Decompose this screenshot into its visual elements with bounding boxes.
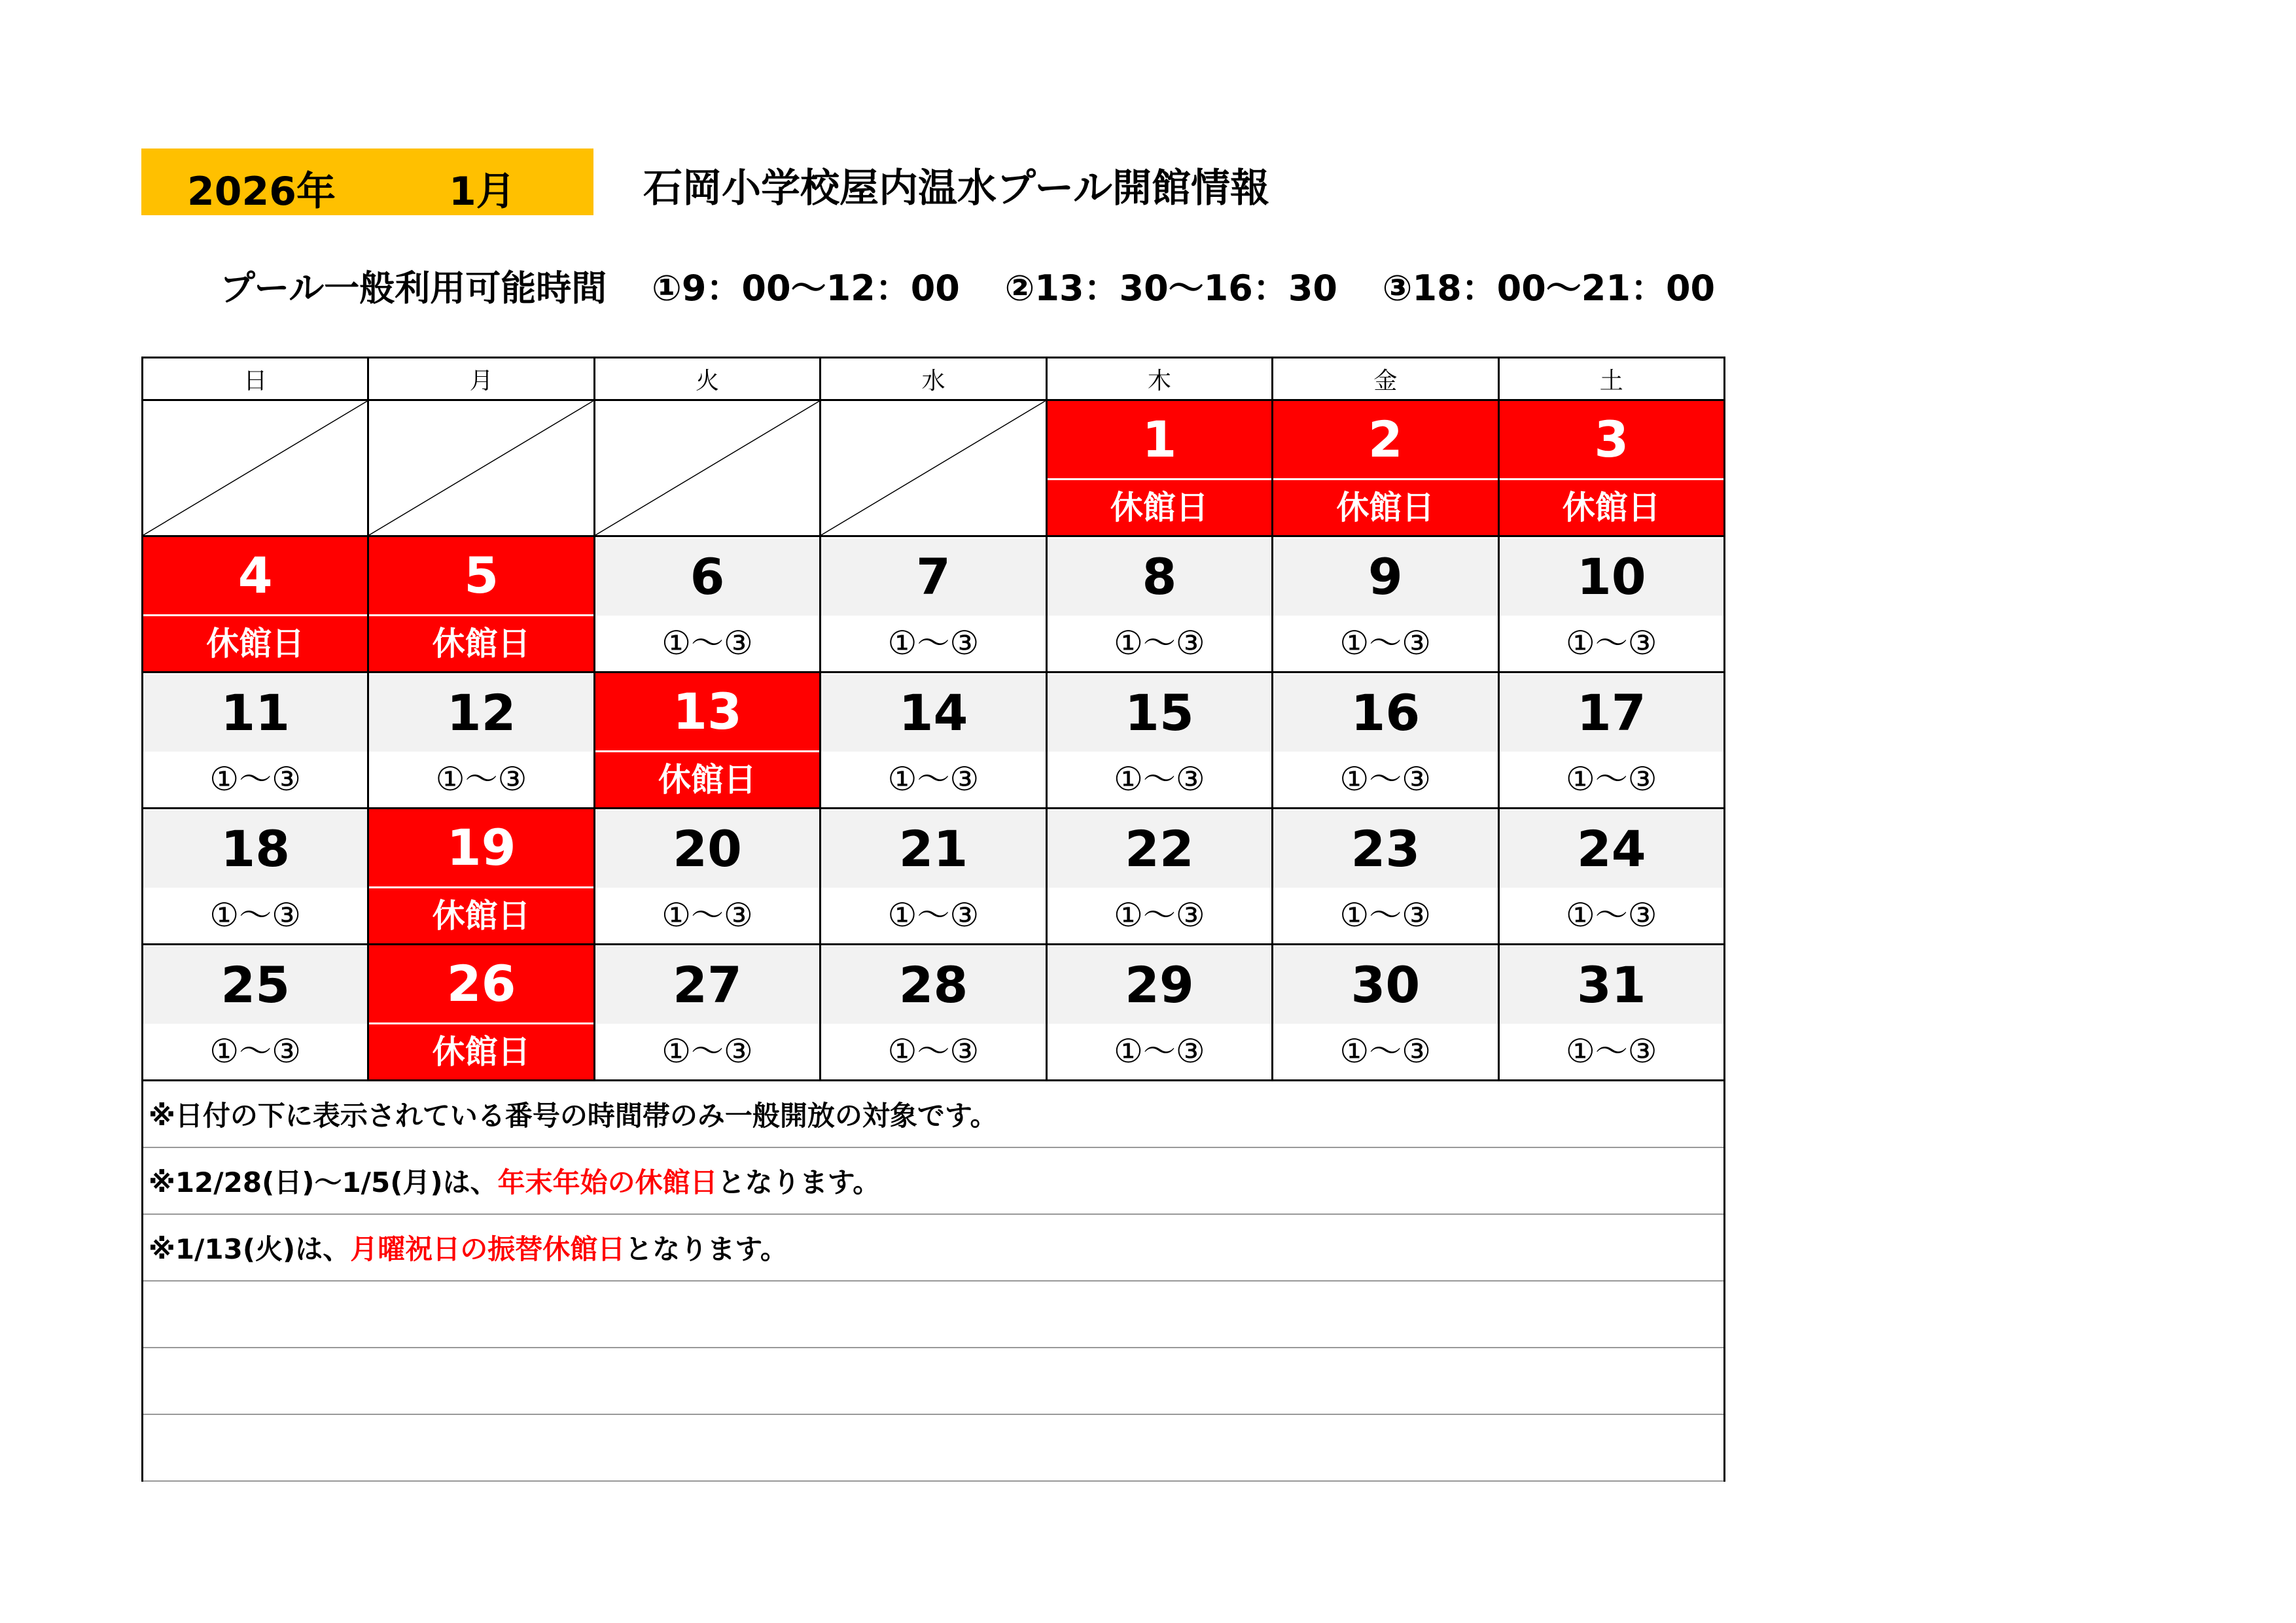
- weekday-header: 水: [821, 358, 1046, 400]
- day-cell: [143, 945, 368, 1081]
- time-slots: ①～③: [209, 896, 302, 934]
- day-cell: [594, 672, 820, 809]
- day-number: 26: [369, 945, 593, 1024]
- day-cell: [1498, 945, 1724, 1081]
- day-cell: [1498, 672, 1724, 809]
- week-row: [143, 809, 1725, 945]
- day-cell: [821, 945, 1046, 1081]
- day-number: 7: [821, 538, 1045, 616]
- day-number: 4: [143, 537, 367, 616]
- day-number: 2: [1273, 401, 1497, 480]
- time-slots: ①～③: [1114, 1032, 1205, 1070]
- day-number: 29: [1048, 947, 1271, 1024]
- day-cell: [1498, 809, 1724, 945]
- note-row: [143, 1281, 1725, 1348]
- note-segment: ※12/28(日)～1/5(月)は、: [149, 1166, 498, 1198]
- empty-day-cell: [821, 400, 1046, 536]
- note-text: [143, 1081, 1725, 1148]
- day-number: 22: [1048, 811, 1271, 888]
- day-number: 24: [1500, 811, 1723, 888]
- note-row: [143, 1147, 1725, 1214]
- day-number: 17: [1500, 674, 1723, 752]
- day-number: 3: [1500, 401, 1723, 480]
- time-slots: ①～③: [1565, 1032, 1657, 1070]
- note-segment: ※日付の下に表示されている番号の時間帯のみ一般開放の対象です。: [149, 1100, 998, 1132]
- closed-label: 休館日: [369, 888, 593, 943]
- weekday-header: 日: [143, 358, 368, 400]
- time-slots: ①～③: [209, 1032, 302, 1070]
- day-cell: [1046, 536, 1272, 672]
- week-row: [143, 945, 1725, 1081]
- page-title: 石岡小学校屋内温水プール開館情報: [643, 166, 1269, 211]
- closed-label: 休館日: [1500, 480, 1723, 535]
- day-number: 6: [595, 538, 819, 616]
- week-row: [143, 536, 1725, 672]
- day-number: 23: [1273, 811, 1497, 888]
- note-text: [143, 1281, 1725, 1348]
- time-slots: ①～③: [1565, 759, 1657, 798]
- weekday-header: 土: [1498, 358, 1724, 400]
- month-label: 1月: [449, 169, 516, 215]
- day-cell: [821, 809, 1046, 945]
- time-slots: ①～③: [887, 623, 980, 662]
- day-number: 25: [143, 947, 367, 1024]
- day-number: 27: [595, 947, 819, 1024]
- time-slots: ①～③: [662, 1032, 753, 1070]
- day-cell: [1273, 945, 1498, 1081]
- time-slots: ①～③: [662, 896, 753, 934]
- time-slots: ①～③: [662, 623, 753, 662]
- time-slots: ①～③: [1114, 896, 1205, 934]
- time-slots: ①～③: [435, 759, 527, 798]
- day-number: 10: [1500, 538, 1723, 616]
- note-row: [143, 1081, 1725, 1148]
- year-month-banner: [141, 148, 593, 215]
- day-cell: [821, 536, 1046, 672]
- time-slots: ①～③: [1565, 623, 1657, 662]
- weekday-header-row: [143, 358, 1725, 400]
- day-cell: [1273, 400, 1498, 536]
- day-cell: [143, 536, 368, 672]
- closed-label: 休館日: [369, 1024, 593, 1079]
- day-cell: [368, 945, 594, 1081]
- day-cell: [368, 809, 594, 945]
- time-slots: ①～③: [1565, 896, 1657, 934]
- day-number: 21: [821, 811, 1045, 888]
- note-segment: となります。: [717, 1166, 881, 1198]
- day-number: 20: [595, 811, 819, 888]
- week-row: [143, 400, 1725, 536]
- day-cell: [594, 945, 820, 1081]
- day-cell: [1046, 809, 1272, 945]
- time-slots: ①～③: [887, 1032, 980, 1070]
- time-slots: ①～③: [1114, 759, 1205, 798]
- day-number: 30: [1273, 947, 1497, 1024]
- note-text: [143, 1348, 1725, 1414]
- diagonal-line: [595, 401, 819, 535]
- day-cell: [1046, 672, 1272, 809]
- empty-day-cell: [143, 400, 368, 536]
- day-number: 31: [1500, 947, 1723, 1024]
- year-label: 2026年: [187, 169, 336, 215]
- time-slots: ①～③: [1339, 1032, 1432, 1070]
- day-number: 16: [1273, 674, 1497, 752]
- note-segment: 年末年始の休館日: [497, 1166, 718, 1198]
- hours-slot-2: ②13：30～16：30: [1004, 268, 1337, 309]
- time-slots: ①～③: [887, 896, 980, 934]
- day-number: 9: [1273, 538, 1497, 616]
- day-cell: [143, 672, 368, 809]
- day-cell: [143, 809, 368, 945]
- day-cell: [1273, 536, 1498, 672]
- day-cell: [368, 672, 594, 809]
- time-slots: ①～③: [1339, 759, 1432, 798]
- day-cell: [1498, 536, 1724, 672]
- day-cell: [594, 809, 820, 945]
- empty-day-cell: [368, 400, 594, 536]
- note-row: [143, 1214, 1725, 1281]
- note-text: [143, 1147, 1725, 1214]
- weekday-header: 金: [1273, 358, 1498, 400]
- hours-slot-1: ①9：00～12：00: [652, 268, 960, 309]
- day-cell: [1273, 809, 1498, 945]
- note-text: [143, 1414, 1725, 1481]
- day-cell: [1046, 400, 1272, 536]
- note-text: [143, 1214, 1725, 1281]
- weekday-header: 月: [368, 358, 594, 400]
- day-cell: [368, 536, 594, 672]
- week-row: [143, 672, 1725, 809]
- closed-label: 休館日: [595, 752, 819, 807]
- time-slots: ①～③: [209, 759, 302, 798]
- time-slots: ①～③: [1114, 623, 1205, 662]
- day-number: 1: [1048, 401, 1271, 480]
- weekday-header: 木: [1046, 358, 1272, 400]
- time-slots: ①～③: [887, 759, 980, 798]
- day-number: 13: [595, 673, 819, 752]
- note-row: [143, 1348, 1725, 1414]
- note-segment: 月曜祝日の振替休館日: [350, 1233, 626, 1265]
- day-cell: [1046, 945, 1272, 1081]
- time-slots: ①～③: [1339, 896, 1432, 934]
- note-segment: となります。: [625, 1233, 788, 1265]
- day-number: 14: [821, 674, 1045, 752]
- calendar-table: [141, 357, 1725, 1482]
- day-number: 5: [369, 537, 593, 616]
- day-number: 12: [369, 674, 593, 752]
- day-number: 19: [369, 809, 593, 888]
- diagonal-line: [143, 401, 367, 535]
- note-segment: ※1/13(火)は、: [149, 1233, 351, 1265]
- day-number: 15: [1048, 674, 1271, 752]
- day-number: 8: [1048, 538, 1271, 616]
- closed-label: 休館日: [1273, 480, 1497, 535]
- hours-label: プール一般利用可能時間: [220, 268, 607, 309]
- empty-day-cell: [594, 400, 820, 536]
- closed-label: 休館日: [369, 616, 593, 671]
- day-cell: [1498, 400, 1724, 536]
- time-slots: ①～③: [1339, 623, 1432, 662]
- note-row: [143, 1414, 1725, 1481]
- hours-line: [220, 260, 1748, 311]
- day-number: 18: [143, 811, 367, 888]
- weekday-header: 火: [594, 358, 820, 400]
- day-cell: [1273, 672, 1498, 809]
- day-cell: [821, 672, 1046, 809]
- day-number: 11: [143, 674, 367, 752]
- diagonal-line: [369, 401, 593, 535]
- hours-slot-3: ③18：00～21：00: [1382, 268, 1716, 309]
- closed-label: 休館日: [143, 616, 367, 671]
- day-cell: [594, 536, 820, 672]
- day-number: 28: [821, 947, 1045, 1024]
- closed-label: 休館日: [1048, 480, 1271, 535]
- diagonal-line: [821, 401, 1045, 535]
